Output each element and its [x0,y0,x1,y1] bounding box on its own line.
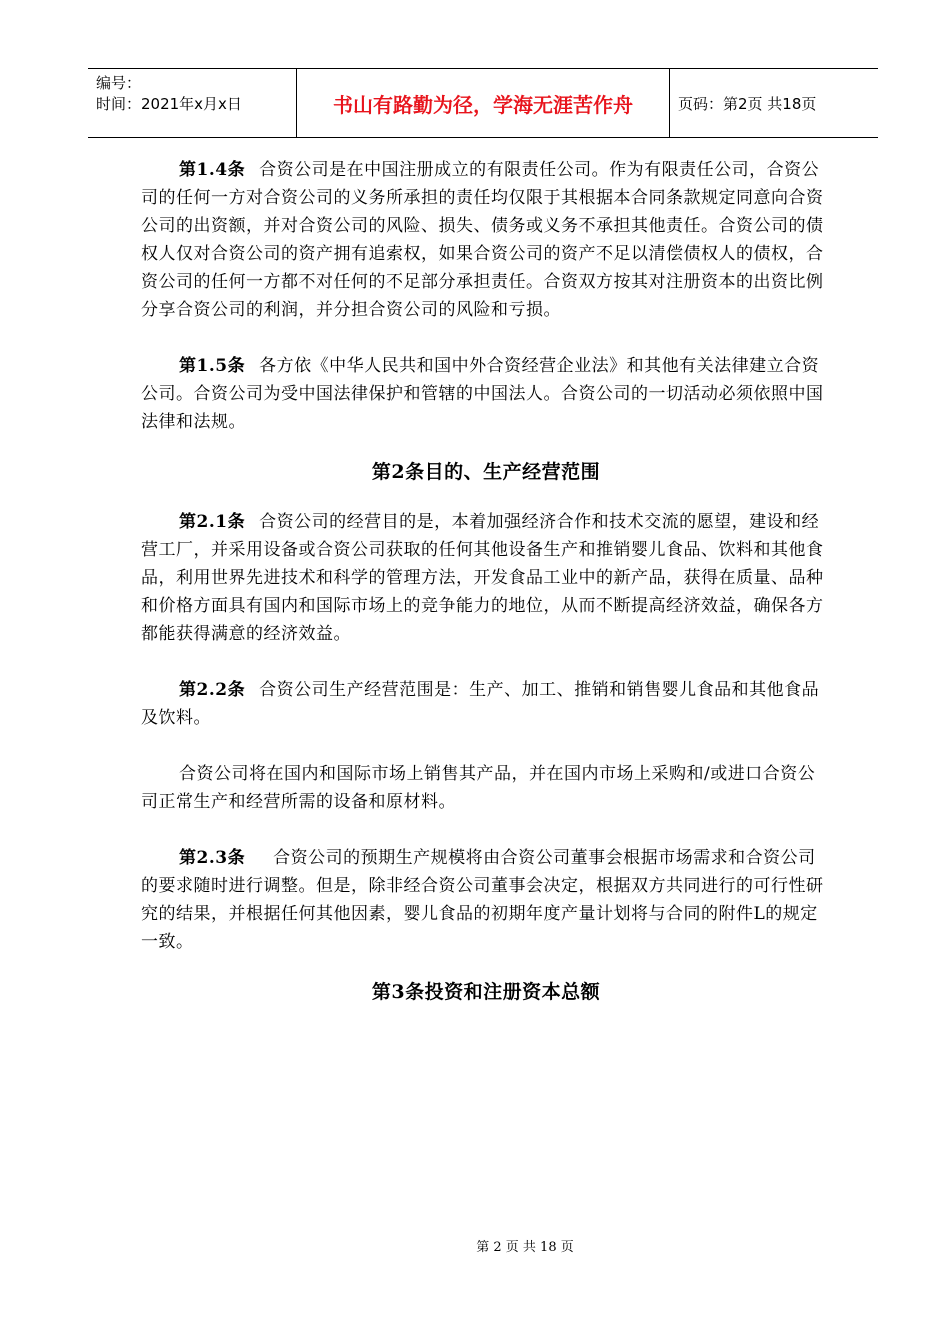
article-1-4 [141,156,831,324]
header-meta [88,69,297,137]
section-heading-2: 第2条目的、生产经营范围 [371,461,601,483]
document-body [141,156,831,1006]
article-text: 合资公司的预期生产规模将由合资公司董事会根据市场需求和合资公司的要求随时进行调整。但是，除非经合资公司董事会决定，根据双方共同进行的可行性研究的结果，并根据任何其他因素，婴儿食品的初期年度产量计划将与合同的附件L的规定一致。 [141,848,824,952]
article-number: 第2.1条 [179,512,246,532]
article-number: 第2.2条 [179,680,246,700]
article-number: 第2.3条 [179,848,246,868]
article-2-3 [141,844,831,956]
time-label: 时间：2021年x月x日 [96,95,242,113]
article-number: 第1.5条 [179,356,246,376]
header-motto: 书山有路勤为径，学海无涯苦作舟 [297,69,670,137]
article-text: 各方依《中华人民共和国中外合资经营企业法》和其他有关法律建立合资公司。合资公司为受中国法律保护和管辖的中国法人。合资公司的一切活动必须依照中国法律和法规。 [141,356,824,432]
page-footer [0,1236,950,1255]
article-number: 第1.4条 [179,160,246,180]
footer-page-number: 第 2 页 共 18 页 [476,1240,574,1255]
article-text: 合资公司的经营目的是，本着加强经济合作和技术交流的愿望，建设和经营工厂，并采用设备或合资公司获取的任何其他设备生产和推销婴儿食品、饮料和其他食品，利用世界先进技术和科学的管理方法，开发食品工业中的新产品，获得在质量、品种和价格方面具有国内和国际市场上的竞争能力的地位，从而不断提高经济效益，确保各方都能获得满意的经济效益。 [141,512,824,644]
article-text: 合资公司是在中国注册成立的有限责任公司。作为有限责任公司，合资公司的任何一方对合资公司的义务所承担的责任均仅限于其根据本合同条款规定同意向合资公司的出资额，并对合资公司的风险、损失、债务或义务不承担其他责任。合资公司的债权人仅对合资公司的资产拥有追索权，如果合资公司的资产不足以清偿债权人的债权，合资公司的任何一方都不对任何的不足部分承担责任。合资双方按其对注册资本的出资比例分享合资公司的利润，并分担合资公司的风险和亏损。 [141,160,824,320]
header-table [88,68,878,138]
article-1-5 [141,352,831,436]
number-label: 编号： [96,74,142,92]
section-heading-3: 第3条投资和注册资本总额 [371,981,601,1003]
article-2-2 [141,676,831,732]
article-2-2-continued: 合资公司将在国内和国际市场上销售其产品，并在国内市场上采购和/或进口合资公司正常生产和经营所需的设备和原材料。 [141,764,816,812]
header-page-label: 页码：第2页 共18页 [678,94,817,113]
article-text: 合资公司生产经营范围是：生产、加工、推销和销售婴儿食品和其他食品及饮料。 [141,680,820,728]
article-2-1 [141,508,831,648]
